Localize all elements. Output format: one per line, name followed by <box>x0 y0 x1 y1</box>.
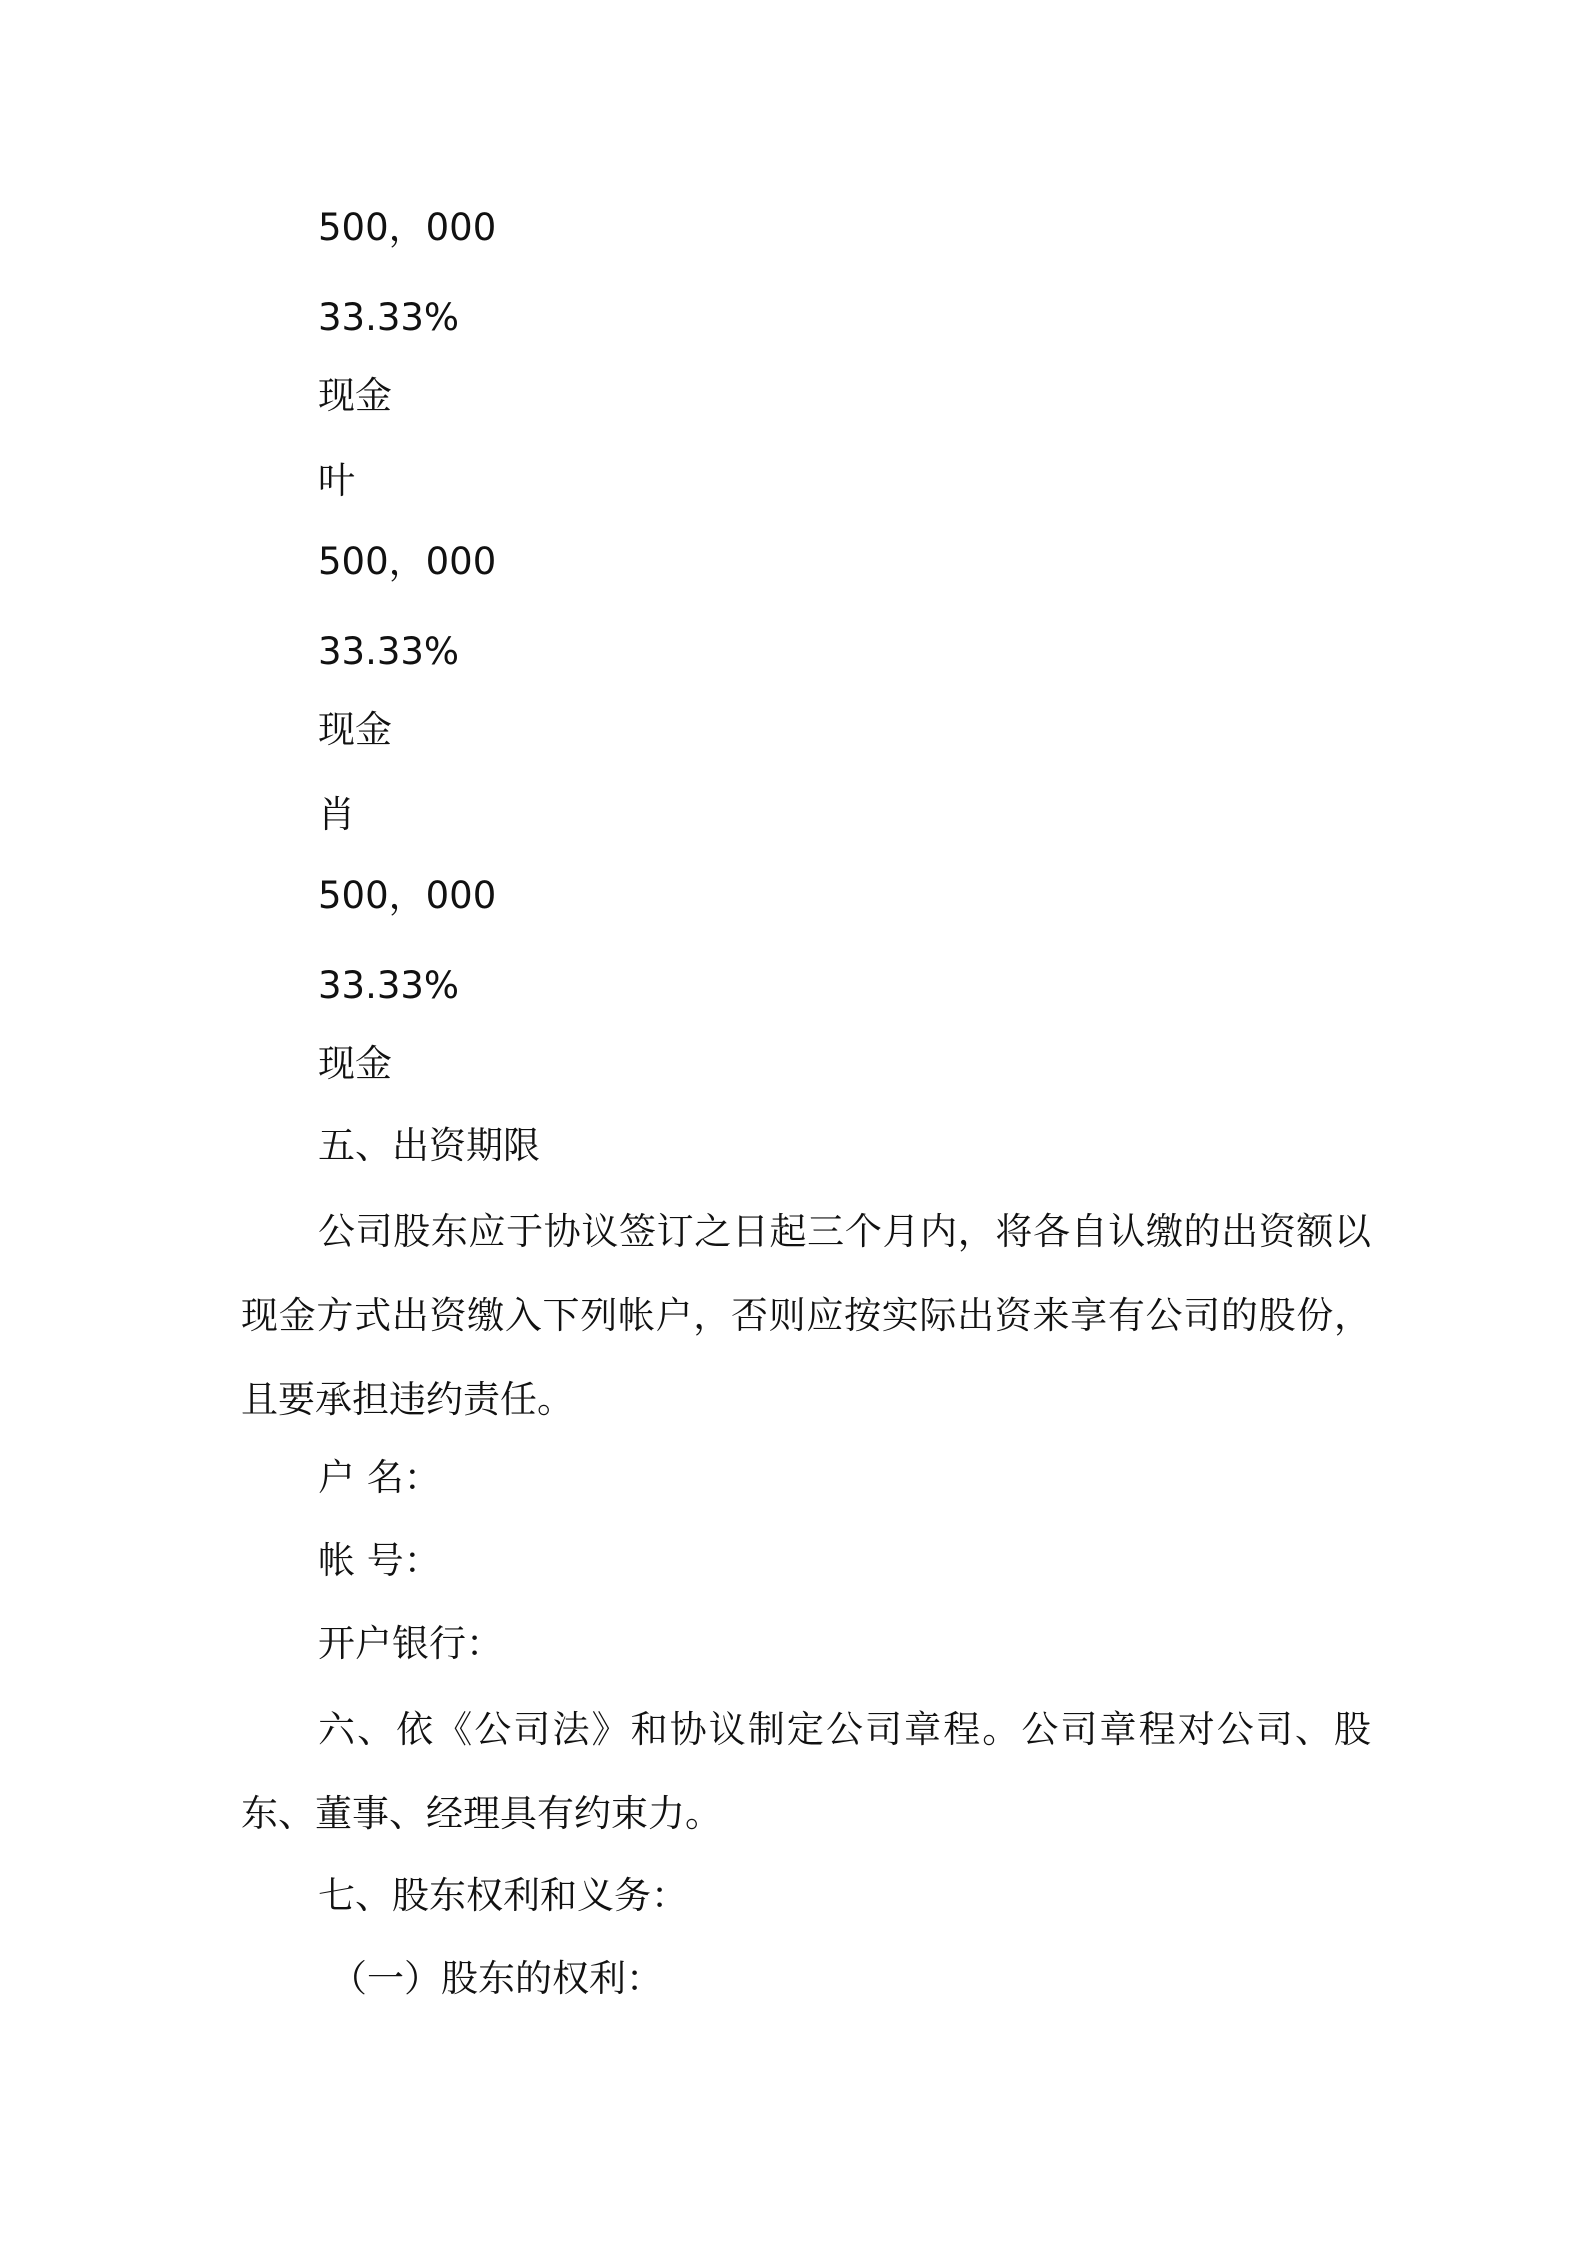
section-7-subsection-heading: （一）股东的权利： <box>330 1957 663 2000</box>
section-7-heading: 七、股东权利和义务： <box>318 1874 688 1917</box>
contribution-method: 现金 <box>318 374 392 417</box>
shareholder-name: 叶 <box>318 459 355 502</box>
share-percentage: 33.33% <box>318 964 460 1007</box>
bank-label: 开户银行： <box>318 1622 503 1665</box>
contribution-method: 现金 <box>318 708 392 751</box>
account-name-label: 户 名： <box>318 1456 441 1499</box>
account-number-label: 帐 号： <box>318 1539 441 1582</box>
contribution-method: 现金 <box>318 1042 392 1085</box>
section-5-paragraph: 公司股东应于协议签订之日起三个月内，将各自认缴的出资额以现金方式出资缴入下列帐户，否则应按实际出资来享有公司的股份，且要承担违约责任。 <box>241 1210 1371 1421</box>
share-percentage: 33.33% <box>318 630 460 673</box>
contribution-amount: 500，000 <box>318 540 497 583</box>
section-5-heading: 五、出资期限 <box>318 1124 540 1167</box>
contribution-amount: 500，000 <box>318 874 497 917</box>
shareholder-name: 肖 <box>318 793 355 836</box>
share-percentage: 33.33% <box>318 296 460 339</box>
section-6-paragraph: 六、依《公司法》和协议制定公司章程。公司章程对公司、股东、董事、经理具有约束力。 <box>241 1708 1371 1835</box>
contribution-amount: 500，000 <box>318 206 497 249</box>
